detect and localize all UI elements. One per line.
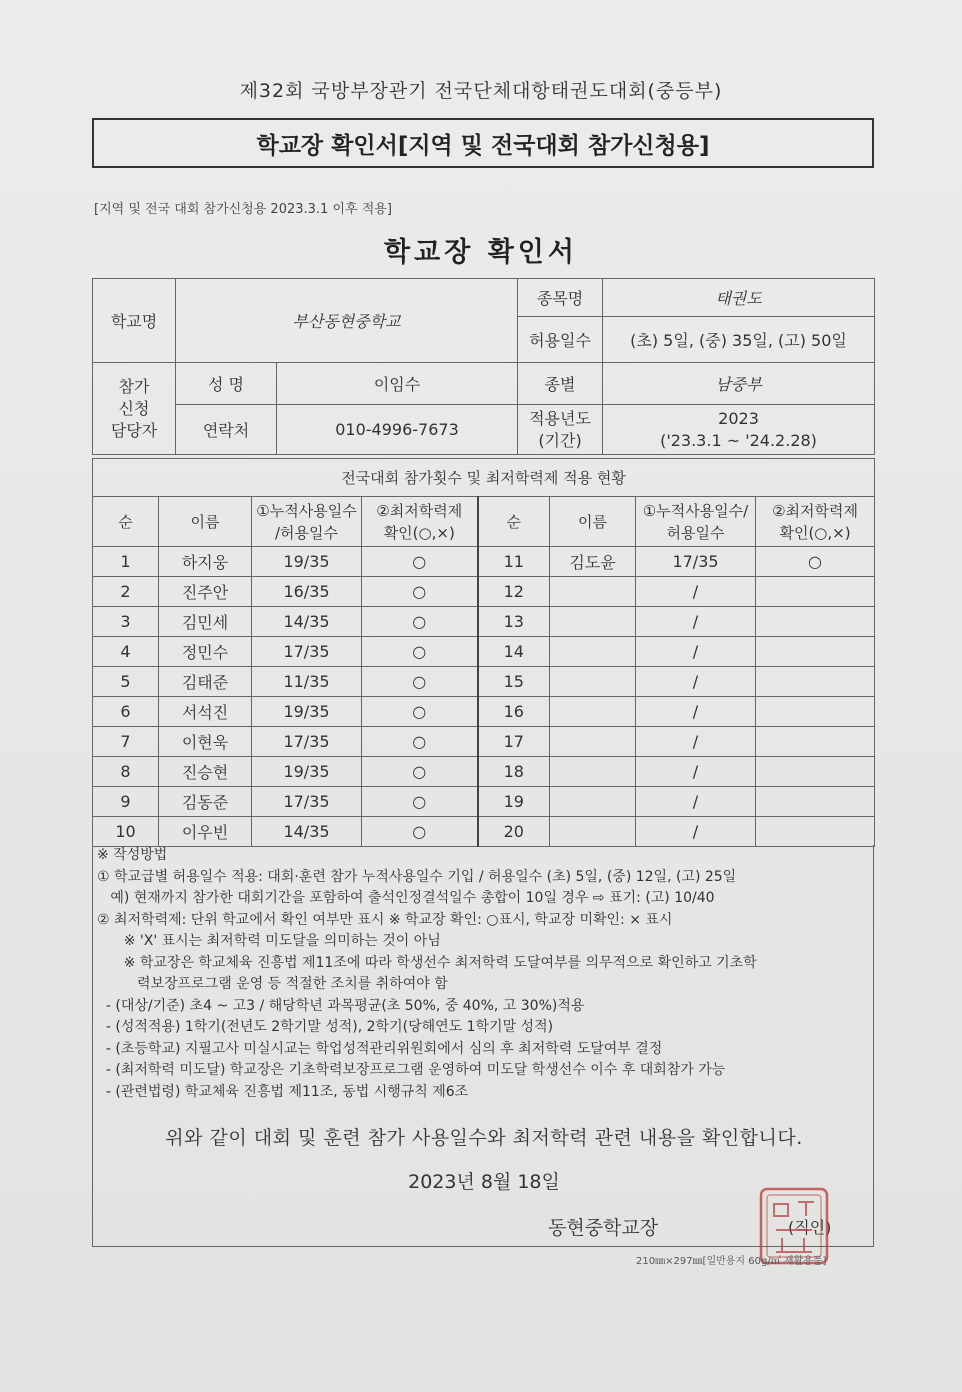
row-no: 8 bbox=[93, 757, 159, 787]
header-no: 순 bbox=[93, 497, 159, 547]
row-check-right bbox=[756, 817, 875, 847]
sport-label: 종목명 bbox=[518, 279, 603, 317]
row-no-right: 12 bbox=[478, 577, 550, 607]
row-days: 17/35 bbox=[252, 787, 362, 817]
main-title: 학교장 확인서 bbox=[384, 237, 578, 268]
row-no-right: 15 bbox=[478, 667, 550, 697]
row-days-right: / bbox=[636, 787, 756, 817]
row-name-right bbox=[550, 637, 636, 667]
row-days: 19/35 bbox=[252, 547, 362, 577]
row-name: 서석진 bbox=[159, 697, 252, 727]
row-name: 이우빈 bbox=[159, 817, 252, 847]
row-days-right: / bbox=[636, 727, 756, 757]
row-name-right: 김도윤 bbox=[550, 547, 636, 577]
date-text: 2023년 8월 18일 bbox=[408, 1171, 560, 1193]
row-check: ○ bbox=[362, 577, 478, 607]
row-no-right: 16 bbox=[478, 697, 550, 727]
row-name: 정민수 bbox=[159, 637, 252, 667]
row-days: 17/35 bbox=[252, 727, 362, 757]
row-name-right bbox=[550, 667, 636, 697]
year-cell bbox=[603, 405, 875, 455]
table-row bbox=[93, 787, 875, 817]
row-check-right bbox=[756, 697, 875, 727]
row-days-right: / bbox=[636, 577, 756, 607]
event-title: 제32회 국방부장관기 전국단체대항태권도대회(중등부) bbox=[239, 80, 723, 102]
row-days: 19/35 bbox=[252, 697, 362, 727]
row-no-right: 14 bbox=[478, 637, 550, 667]
instruction-line: ※ 작성방법 bbox=[97, 847, 168, 863]
row-check-right bbox=[756, 637, 875, 667]
row-no: 9 bbox=[93, 787, 159, 817]
row-name: 김동준 bbox=[159, 787, 252, 817]
table-row bbox=[93, 547, 875, 577]
row-check-right bbox=[756, 727, 875, 757]
table-row bbox=[93, 637, 875, 667]
row-no-right: 17 bbox=[478, 727, 550, 757]
row-name: 김민세 bbox=[159, 607, 252, 637]
row-no: 3 bbox=[93, 607, 159, 637]
row-name: 진승현 bbox=[159, 757, 252, 787]
header-check-right: ②최저학력제 확인(○,×) bbox=[756, 497, 875, 547]
row-check-right bbox=[756, 787, 875, 817]
row-no-right: 13 bbox=[478, 607, 550, 637]
row-days-right: / bbox=[636, 637, 756, 667]
row-days-right: 17/35 bbox=[636, 547, 756, 577]
row-check: ○ bbox=[362, 667, 478, 697]
row-name: 김태준 bbox=[159, 667, 252, 697]
row-name-right bbox=[550, 757, 636, 787]
row-check-right bbox=[756, 607, 875, 637]
instruction-line: ① 학교급별 허용일수 적용: 대회·훈련 참가 누적사용일수 기입 / 허용일수 (초) 5일, (중) 12일, (고) 25일 bbox=[97, 868, 737, 885]
category-label: 종별 bbox=[518, 363, 603, 405]
row-check: ○ bbox=[362, 607, 478, 637]
header-name-right: 이름 bbox=[550, 497, 636, 547]
instruction-line: - (성적적용) 1학기(전년도 2학기말 성적), 2학기(당해연도 1학기말 성적) bbox=[97, 1019, 554, 1035]
row-name-right bbox=[550, 607, 636, 637]
confirmation-block bbox=[92, 1117, 874, 1247]
header-check: ②최저학력제 확인(○,×) bbox=[362, 497, 478, 547]
row-days-right: / bbox=[636, 697, 756, 727]
school-label: 학교명 bbox=[93, 279, 176, 363]
row-check-right bbox=[756, 667, 875, 697]
confirmation-text: 위와 같이 대회 및 훈련 참가 사용일수와 최저학력 관련 내용을 확인합니다. bbox=[165, 1127, 803, 1149]
name-label: 성 명 bbox=[176, 363, 277, 405]
row-days: 16/35 bbox=[252, 577, 362, 607]
allowed-days-label: 허용일수 bbox=[518, 317, 603, 363]
row-days: 14/35 bbox=[252, 607, 362, 637]
sport-value: 태권도 bbox=[603, 279, 875, 317]
instructions bbox=[92, 845, 874, 1117]
row-check-right bbox=[756, 577, 875, 607]
row-check: ○ bbox=[362, 547, 478, 577]
year-label: 적용년도 (기간) bbox=[518, 405, 603, 455]
row-days: 11/35 bbox=[252, 667, 362, 697]
table-row bbox=[93, 727, 875, 757]
table-row bbox=[93, 577, 875, 607]
info-table bbox=[92, 278, 875, 455]
row-no-right: 20 bbox=[478, 817, 550, 847]
table-row bbox=[93, 607, 875, 637]
row-no: 7 bbox=[93, 727, 159, 757]
table-row bbox=[93, 817, 875, 847]
header-no-right: 순 bbox=[478, 497, 550, 547]
row-days: 17/35 bbox=[252, 637, 362, 667]
manager-label: 참가 신청 담당자 bbox=[93, 363, 176, 455]
paper-spec-note: 210㎜×297㎜[일반용지 60g/㎡ 재활용품] bbox=[636, 1256, 827, 1267]
row-check: ○ bbox=[362, 697, 478, 727]
row-name: 이현욱 bbox=[159, 727, 252, 757]
row-name: 진주안 bbox=[159, 577, 252, 607]
row-days-right: / bbox=[636, 757, 756, 787]
instruction-line: ※ 'X' 표시는 최저학력 미도달을 의미하는 것이 아님 bbox=[97, 933, 441, 949]
name-value: 이임수 bbox=[277, 363, 518, 405]
row-no: 2 bbox=[93, 577, 159, 607]
contact-value: 010-4996-7673 bbox=[277, 405, 518, 455]
row-no: 4 bbox=[93, 637, 159, 667]
roster-table bbox=[92, 458, 875, 847]
row-check-right: ○ bbox=[756, 547, 875, 577]
category-value: 남중부 bbox=[603, 363, 875, 405]
row-name-right bbox=[550, 697, 636, 727]
row-days-right: / bbox=[636, 607, 756, 637]
header-name: 이름 bbox=[159, 497, 252, 547]
header-days: ①누적사용일수 /허용일수 bbox=[252, 497, 362, 547]
row-no: 5 bbox=[93, 667, 159, 697]
instruction-line: - (초등학교) 지필고사 미실시교는 학업성적관리위원회에서 심의 후 최저학력 도달여부 결정 bbox=[97, 1040, 663, 1057]
school-value: 부산동현중학교 bbox=[176, 279, 518, 363]
row-no-right: 19 bbox=[478, 787, 550, 817]
period-value: ('23.3.1 ~ '24.2.28) bbox=[660, 430, 817, 450]
row-check: ○ bbox=[362, 637, 478, 667]
row-name-right bbox=[550, 577, 636, 607]
row-name-right bbox=[550, 727, 636, 757]
row-days-right: / bbox=[636, 817, 756, 847]
row-check: ○ bbox=[362, 727, 478, 757]
row-days-right: / bbox=[636, 667, 756, 697]
row-name-right bbox=[550, 817, 636, 847]
row-no: 10 bbox=[93, 817, 159, 847]
row-check: ○ bbox=[362, 787, 478, 817]
instruction-line: - (관련법령) 학교체육 진흥법 제11조, 동법 시행규칙 제6조 bbox=[97, 1083, 469, 1100]
row-check-right bbox=[756, 757, 875, 787]
instruction-line: ※ 학교장은 학교체육 진흥법 제11조에 따라 학생선수 최저학력 도달여부를 의무적으로 확인하고 기초학 bbox=[97, 954, 757, 971]
roster-body bbox=[93, 547, 875, 847]
table-row bbox=[93, 757, 875, 787]
instruction-line: ② 최저학력제: 단위 학교에서 확인 여부만 표시 ※ 학교장 확인: ○표시, 학교장 미확인: × 표시 bbox=[97, 911, 673, 928]
header-days-right: ①누적사용일수/ 허용일수 bbox=[636, 497, 756, 547]
row-days: 14/35 bbox=[252, 817, 362, 847]
row-check: ○ bbox=[362, 757, 478, 787]
instruction-line: - (대상/기준) 초4 ~ 고3 / 해당학년 과목평균(초 50%, 중 40%, 고 30%)적용 bbox=[97, 997, 585, 1014]
seal-label: (직인) bbox=[788, 1218, 832, 1237]
row-days: 19/35 bbox=[252, 757, 362, 787]
instruction-line: 예) 현재까지 참가한 대회기간을 포함하여 출석인정결석일수 총합이 10일 경우 ⇨ 표기: (고) 10/40 bbox=[97, 890, 715, 906]
allowed-days-value: (초) 5일, (중) 35일, (고) 50일 bbox=[603, 317, 875, 363]
row-no-right: 11 bbox=[478, 547, 550, 577]
row-name-right bbox=[550, 787, 636, 817]
table-row bbox=[93, 697, 875, 727]
row-no-right: 18 bbox=[478, 757, 550, 787]
table-row bbox=[93, 667, 875, 697]
row-no: 1 bbox=[93, 547, 159, 577]
boxed-title: 학교장 확인서[지역 및 전국대회 참가신청용] bbox=[92, 118, 874, 168]
row-name: 하지웅 bbox=[159, 547, 252, 577]
applicability-note: [지역 및 전국 대회 참가신청용 2023.3.1 이후 적용] bbox=[94, 202, 392, 217]
row-no: 6 bbox=[93, 697, 159, 727]
instruction-line: 력보장프로그램 운영 등 적절한 조치를 취하여야 함 bbox=[97, 976, 448, 992]
signer: 동현중학교장 bbox=[548, 1217, 659, 1239]
contact-label: 연락처 bbox=[176, 405, 277, 455]
year-value: 2023 bbox=[718, 408, 759, 428]
row-check: ○ bbox=[362, 817, 478, 847]
instruction-line: - (최저학력 미도달) 학교장은 기초학력보장프로그램 운영하여 미도달 학생선수 이수 후 대회참가 가능 bbox=[97, 1062, 726, 1078]
roster-heading: 전국대회 참가횟수 및 최저학력제 적용 현황 bbox=[93, 459, 875, 497]
